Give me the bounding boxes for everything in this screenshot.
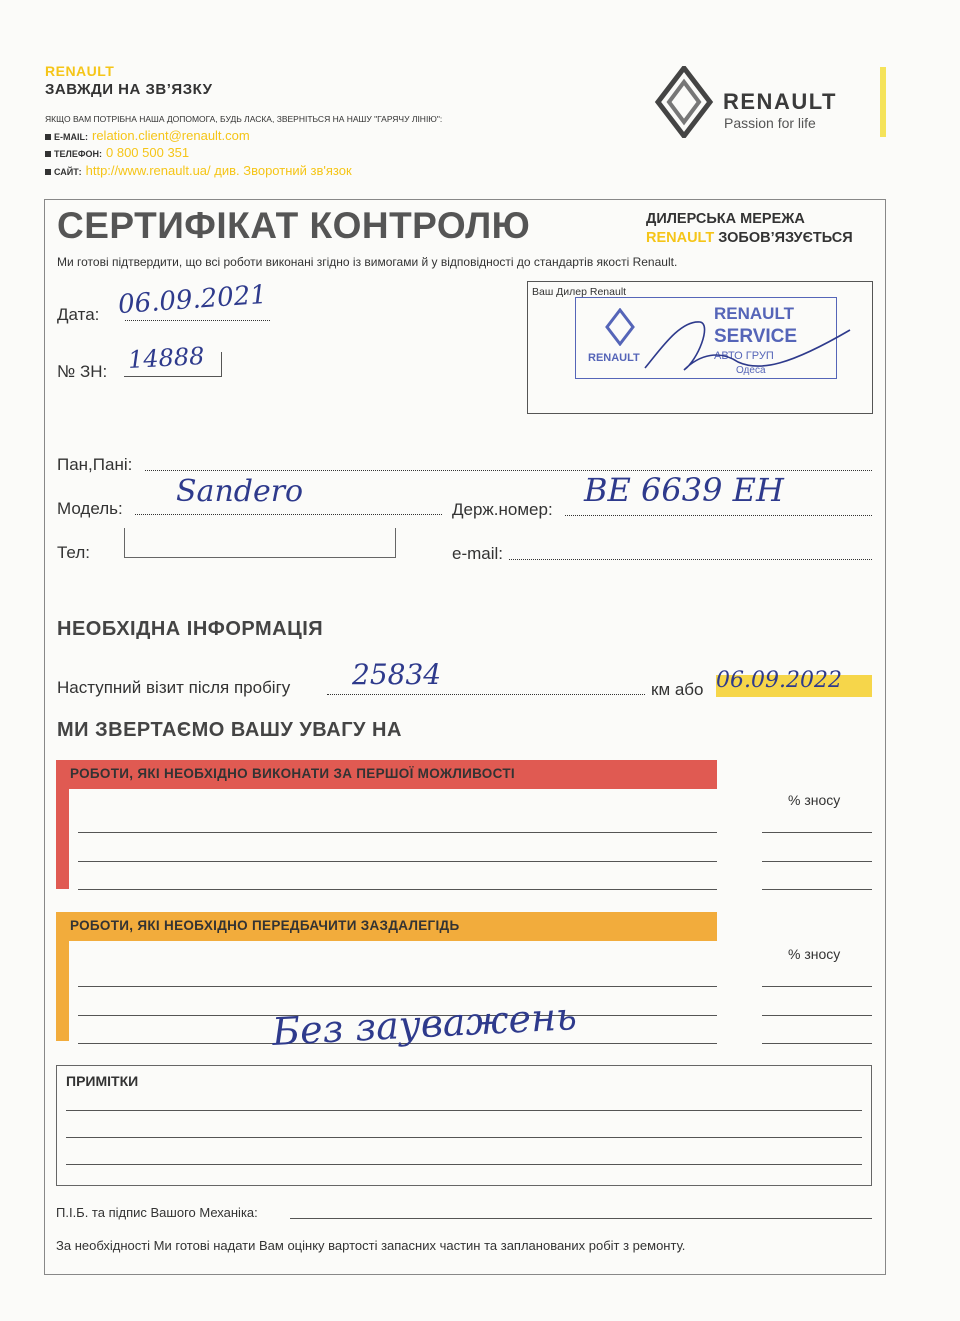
hotline-note: ЯКЩО ВАМ ПОТРІБНА НАША ДОПОМОГА, БУДЬ ЛАСКА, ЗВЕРНІТЬСЯ НА НАШУ "ГАРЯЧУ ЛІНІЮ":	[45, 114, 443, 124]
urgent-wear-line-2[interactable]	[762, 861, 872, 862]
logo-word: RENAULT	[723, 89, 837, 114]
client-label: Пан,Пані:	[57, 455, 133, 474]
notes-title: ПРИМІТКИ	[66, 1073, 139, 1089]
certificate-subtitle: Ми готові підтвердити, що всі роботи виконані згідно із вимогами й у відповідності до стандартів якості Renault.	[57, 255, 678, 269]
dealer-network-line1: ДИЛЕРСЬКА МЕРЕЖА	[646, 211, 805, 227]
urgent-works-side-bar	[56, 789, 69, 889]
planned-works-title: РОБОТИ, ЯКІ НЕОБХІДНО ПЕРЕДБАЧИТИ ЗАЗДАЛЕГІДЬ	[70, 918, 460, 933]
bullet-square-icon	[45, 134, 51, 140]
model-label: Модель:	[57, 499, 123, 518]
date-handwriting: 06.09.2021	[117, 279, 268, 321]
planned-wear-label: % зносу	[788, 946, 841, 962]
dealer-network-line2: RENAULT ЗОБОВ’ЯЗУЄТЬСЯ	[646, 230, 853, 246]
contact-title: ЗАВЖДИ НА ЗВ’ЯЗКУ	[45, 81, 213, 98]
info-section-title: НЕОБХІДНА ІНФОРМАЦІЯ	[57, 618, 324, 640]
next-visit-date-handwriting: 06.09.2022	[716, 668, 842, 693]
phone-field[interactable]	[124, 528, 396, 558]
urgent-work-line-2[interactable]	[78, 861, 717, 862]
urgent-work-line-1[interactable]	[78, 832, 717, 833]
stamp-text-group: АВТО ГРУП	[714, 350, 774, 362]
urgent-wear-line-3[interactable]	[762, 889, 872, 890]
yellow-accent-bar	[880, 67, 886, 137]
km-or-label: км або	[651, 680, 704, 699]
plate-label: Держ.номер:	[452, 500, 553, 519]
stamp-text-city: Одеса	[736, 365, 766, 376]
note-line-1[interactable]	[66, 1110, 862, 1111]
date-label: Дата:	[57, 305, 100, 324]
attention-title: МИ ЗВЕРТАЄМО ВАШУ УВАГУ НА	[57, 719, 402, 741]
planned-handwriting: Без зауважень	[271, 994, 578, 1054]
mechanic-label: П.І.Б. та підпис Вашого Механіка:	[56, 1205, 258, 1220]
phone-label: Тел:	[57, 543, 90, 562]
contact-email-row	[45, 128, 250, 143]
planned-wear-line-3[interactable]	[762, 1043, 872, 1044]
bullet-square-icon	[45, 151, 51, 157]
site-link[interactable]: http://www.renault.ua/ див. Зворотний зв'язок	[85, 163, 352, 178]
footer-disclaimer: За необхідності Ми готові надати Вам оцінку вартості запасних частин та запланованих робіт з ремонту.	[56, 1238, 686, 1253]
client-field[interactable]	[145, 456, 872, 471]
urgent-wear-line-1[interactable]	[762, 832, 872, 833]
stamp-diamond-icon	[604, 308, 636, 346]
planned-work-line-1[interactable]	[78, 986, 717, 987]
stamp-logo-text: RENAULT	[588, 352, 640, 364]
note-line-3[interactable]	[66, 1164, 862, 1165]
planned-wear-line-1[interactable]	[762, 986, 872, 987]
stamp-text-renault: RENAULT	[714, 304, 794, 323]
email-field-label: e-mail:	[452, 544, 504, 563]
contact-phone-row	[45, 145, 189, 160]
order-label: № ЗН:	[57, 362, 108, 381]
renault-diamond-logo-icon	[652, 66, 716, 138]
stamp-caption: Ваш Дилер Renault	[532, 286, 627, 298]
next-visit-label: Наступний візит після пробігу	[57, 678, 291, 697]
next-visit-km-handwriting: 25834	[352, 658, 442, 691]
contact-site-row	[45, 163, 352, 178]
email-label: E-MAIL:	[54, 132, 88, 142]
mechanic-signature-line[interactable]	[290, 1218, 872, 1219]
bullet-square-icon	[45, 169, 51, 175]
certificate-title: СЕРТИФІКАТ КОНТРОЛЮ	[57, 205, 531, 246]
model-handwriting: Sandero	[176, 474, 304, 509]
plate-handwriting: ВЕ 6639 ЕН	[584, 471, 784, 509]
email-link[interactable]: relation.client@renault.com	[92, 128, 250, 143]
phone-label: ТЕЛЕФОН:	[54, 149, 102, 159]
order-handwriting: 14888	[127, 342, 206, 374]
email-field[interactable]	[509, 545, 872, 560]
note-line-2[interactable]	[66, 1137, 862, 1138]
site-label: САЙТ:	[54, 167, 82, 177]
brand-small: RENAULT	[45, 63, 115, 79]
urgent-works-title: РОБОТИ, ЯКІ НЕОБХІДНО ВИКОНАТИ ЗА ПЕРШОЇ МОЖЛИВОСТІ	[70, 766, 515, 781]
planned-works-side-bar	[56, 941, 69, 1041]
dealer-signature	[640, 310, 860, 380]
urgent-work-line-3[interactable]	[78, 889, 717, 890]
planned-wear-line-2[interactable]	[762, 1015, 872, 1016]
urgent-wear-label: % зносу	[788, 792, 841, 808]
notes-box	[56, 1065, 872, 1186]
logo-tagline: Passion for life	[724, 115, 816, 131]
stamp-text-service: SERVICE	[714, 326, 798, 347]
phone-link[interactable]: 0 800 500 351	[106, 145, 190, 160]
